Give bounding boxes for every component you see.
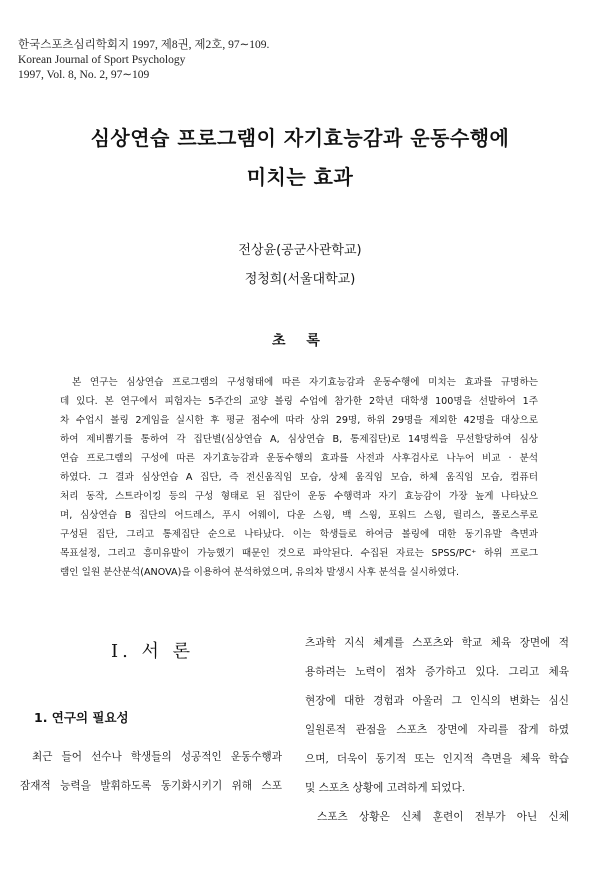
abstract-line: 연습 프로그램의 구성에 따른 자기효능감과 운동수행의 효과를 사전과 사후검사로 나누어 비교 · 분석 — [60, 453, 538, 464]
paper-title-line-2: 미치는 효과 — [246, 165, 354, 189]
abstract-line: 목표설정, 그리고 흥미유발이 가능했기 때문인 것으로 파악된다. 수집된 자료는 SPSS/PC⁺ 하위 프로그 — [60, 548, 538, 559]
body-line: 현장에 대한 경험과 아울러 그 인식의 변화는 심신 — [305, 695, 569, 707]
abstract-line: 하여 제비뽑기를 통하여 각 집단별(심상연습 A, 심상연습 B, 통제집단)로 14명씩을 무선할당하여 심상 — [60, 434, 538, 445]
abstract-line: 차 수업시 볼링 2게임을 실시한 후 평균 점수에 따라 상위 29명, 하위 29명을 제외한 42명을 대상으로 — [60, 415, 538, 426]
left-column-body — [20, 743, 282, 801]
abstract-body — [60, 373, 538, 582]
author-1: 전상윤(공군사관학교) — [238, 243, 362, 258]
right-column-body — [305, 629, 569, 832]
abstract-line: 며, 심상연습 B 집단의 어드레스, 푸시 어웨이, 다운 스윙, 백 스윙, 포워드 스윙, 릴리스, 폴로스루로 — [60, 510, 538, 521]
body-line: 으며, 더욱이 동기적 또는 인지적 측면을 체육 학습 — [305, 753, 569, 765]
abstract-line: 본 연구는 심상연습 프로그램의 구성형태에 따른 자기효능감과 운동수행에 미치는 효과를 규명하는 — [72, 377, 538, 388]
journal-citation — [18, 38, 269, 83]
abstract-line: 구성된 집단, 그리고 통제집단 순으로 나타났다. 이는 학생들로 하여금 볼링에 대한 동기유발 측면과 — [60, 529, 538, 540]
body-line: 및 스포츠 상황에 고려하게 되었다. — [305, 782, 466, 794]
body-line: 스포츠 상황은 신체 훈련이 전부가 아닌 신체 — [317, 811, 569, 823]
body-line: 잠재적 능력을 발휘하도록 동기화시키기 위해 스포 — [20, 780, 282, 792]
abstract-line: 하였다. 그 결과 심상연습 A 집단, 즉 전신움직임 모습, 상체 움직임 모습, 하체 움직임 모습, 컴퓨터 — [60, 472, 538, 483]
section-heading-introduction: Ⅰ. 서 론 — [110, 641, 195, 662]
journal-citation-volume: 1997, Vol. 8, No. 2, 97∼109 — [18, 69, 150, 81]
body-line: 용하려는 노력이 점차 증가하고 있다. 그리고 체육 — [305, 666, 569, 678]
body-line: 일원론적 관점을 스포츠 장면에 자리를 잡게 하였 — [305, 724, 569, 736]
journal-citation-english: Korean Journal of Sport Psychology — [18, 54, 186, 66]
abstract-line: 처리 동작, 스트라이킹 등의 구성 형태로 된 집단이 운동 수행력과 자기 효능감이 가장 높게 나타났으 — [60, 491, 538, 502]
author-2: 정청희(서울대학교) — [244, 272, 356, 287]
abstract-line: 데 있다. 본 연구에서 피험자는 5주간의 교양 볼링 수업에 참가한 2학년 대학생 100명을 선발하여 1주 — [60, 396, 538, 407]
journal-citation-korean: 한국스포츠심리학회지 1997, 제8권, 제2호, 97∼109. — [18, 39, 270, 51]
paper-title-line-1: 심상연습 프로그램이 자기효능감과 운동수행에 — [90, 126, 510, 150]
subsection-heading: 1. 연구의 필요성 — [34, 710, 129, 725]
abstract-line: 램인 일원 분산분석(ANOVA)을 이용하여 분석하였으며, 유의차 발생시 사후 분석을 실시하였다. — [60, 567, 460, 578]
body-line: 츠과학 지식 체계를 스포츠와 학교 체육 장면에 적 — [305, 637, 569, 649]
body-line: 최근 들어 선수나 학생들의 성공적인 운동수행과 — [32, 751, 282, 763]
abstract-heading: 초 록 — [272, 333, 328, 349]
